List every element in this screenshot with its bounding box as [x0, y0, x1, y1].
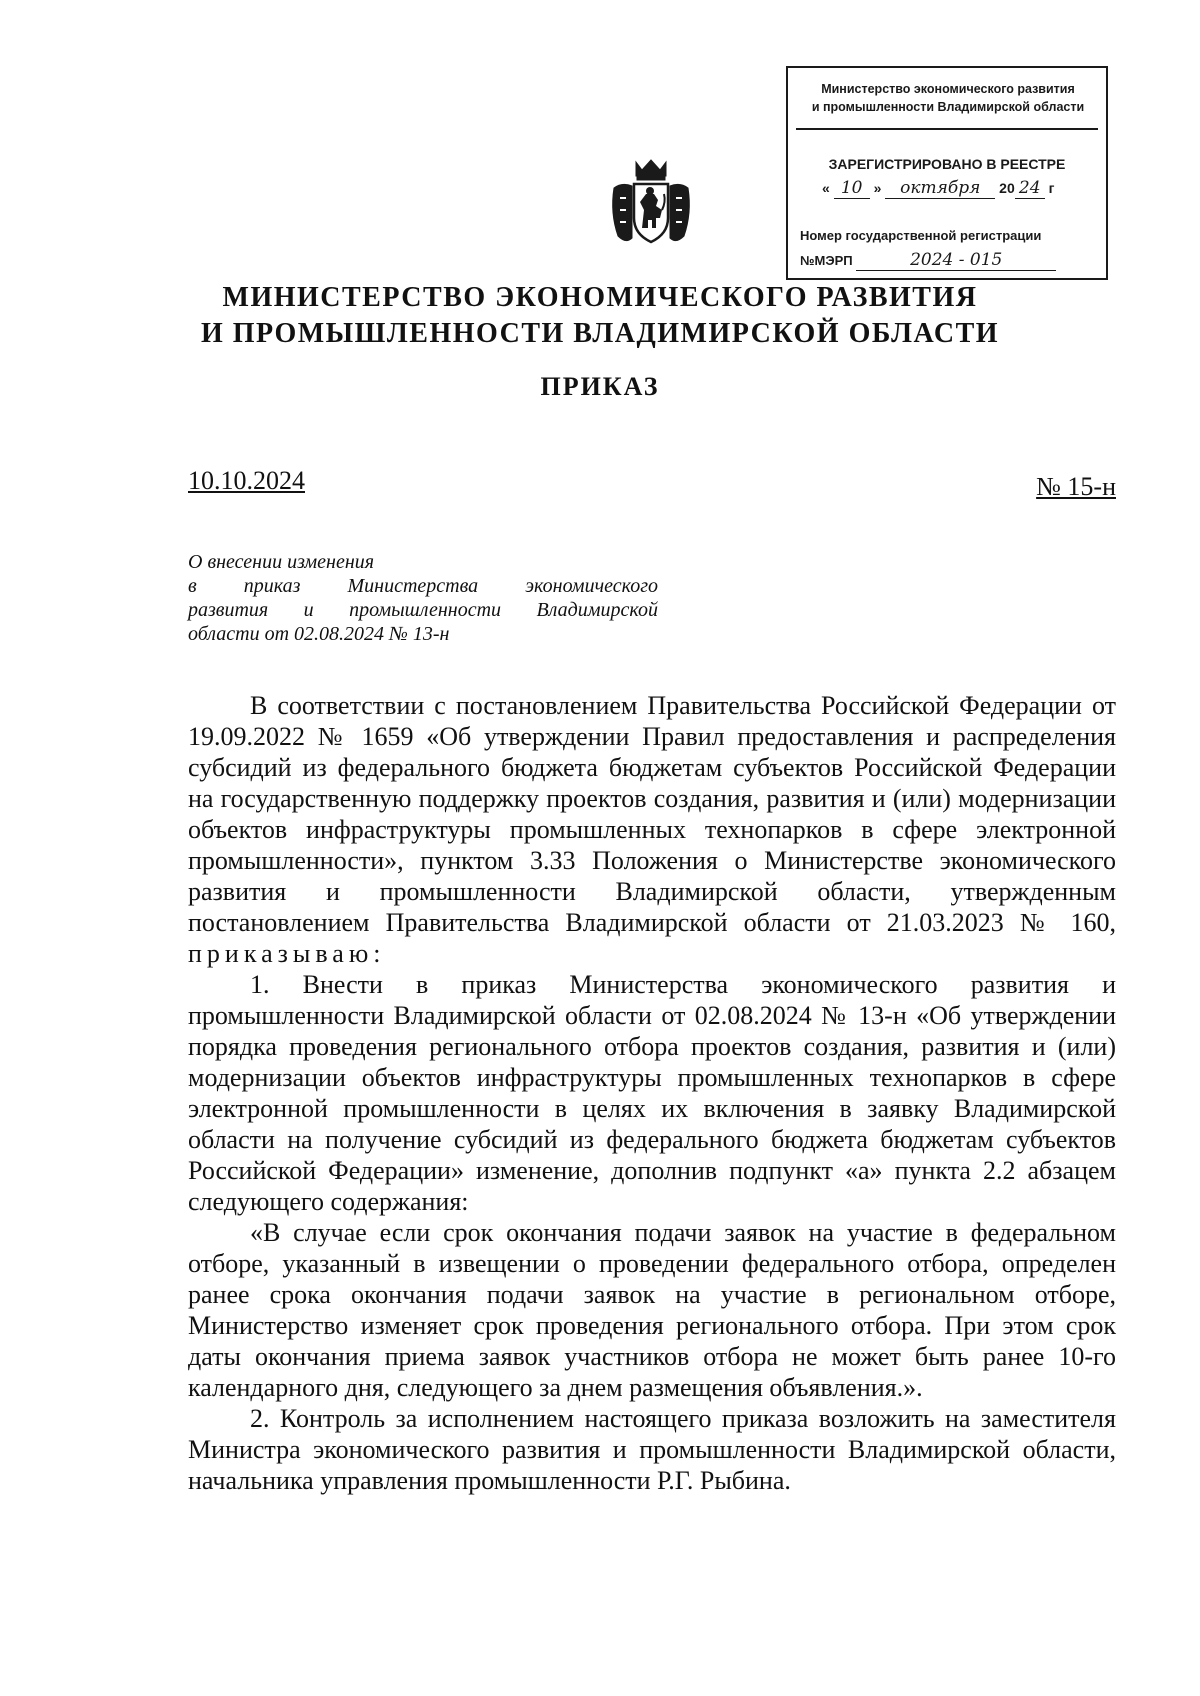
stamp-organization [796, 80, 1100, 116]
stamp-year-mark: г [1048, 180, 1055, 196]
registration-stamp [786, 66, 1108, 280]
subject-line4: области от 02.08.2024 № 13-н [188, 623, 450, 645]
stamp-open-quote: « [822, 180, 830, 196]
stamp-date-line [822, 178, 1054, 199]
order-date: 10.10.2024 [188, 466, 305, 495]
order-body [188, 690, 1116, 1496]
item-2-paragraph: 2. Контроль за исполнением настоящего приказа возложить на заместителя Министра экономического развития и промышленности Владимирской области, начальника управления промышленности Р.Г. Рыбина. [188, 1404, 1116, 1495]
stamp-day: 10 [834, 178, 870, 199]
ministry-line1: МИНИСТЕРСТВО ЭКОНОМИЧЕСКОГО РАЗВИТИЯ [222, 282, 978, 313]
stamp-month: октября [885, 178, 995, 199]
coat-of-arms-icon [606, 158, 696, 248]
stamp-number-line [800, 250, 1056, 271]
stamp-divider [796, 128, 1098, 130]
stamp-number-prefix: №МЭРП [800, 253, 853, 268]
order-word: приказываю: [188, 939, 386, 968]
order-subject [188, 550, 658, 646]
preamble-paragraph [188, 690, 1116, 969]
subject-line2: в приказ Министерства экономического [188, 575, 658, 597]
stamp-registered-label: ЗАРЕГИСТРИРОВАНО В РЕЕСТРЕ [828, 156, 1066, 172]
stamp-close-quote: » [873, 180, 882, 196]
stamp-org-line1: Министерство экономического развития [821, 82, 1075, 96]
order-number: № 15-н [1036, 472, 1116, 501]
ministry-name [140, 280, 1060, 352]
quote-paragraph: «В случае если срок окончания подачи заявок на участие в федеральном отборе, указанный в извещении о проведении федерального отбора, определен ранее срока окончания подачи заявок на участие в региональном отборе, Министерство изменяет срок проведения регионального отбора. При этом срок даты окончания приема заявок участников отбора не может быть ранее 10-го календарного дня, следующего за днем размещения объявления.». [188, 1218, 1116, 1402]
stamp-number: 2024 - 015 [856, 250, 1056, 271]
ministry-line2: И ПРОМЫШЛЕННОСТИ ВЛАДИМИРСКОЙ ОБЛАСТИ [200, 318, 1000, 349]
preamble-text: В соответствии с постановлением Правительства Российской Федерации от 19.09.2022 № 1659 «Об утверждении Правил предоставления и распределения субсидий из федерального бюджета бюджетам субъектов Российской Федерации на государственную поддержку проектов создания, развития и (или) модернизации объектов инфраструктуры промышленных технопарков в сфере электронной промышленности», пунктом 3.33 Положения о Министерстве экономического развития и промышленности Владимирской области, утвержденным постановлением Правительства Владимирской области от 21.03.2023 № 160, [188, 691, 1116, 937]
stamp-year-suffix: 24 [1015, 178, 1045, 199]
subject-line3: развития и промышленности Владимирской [188, 599, 658, 621]
document-type: ПРИКАЗ [540, 372, 660, 401]
stamp-year-prefix: 20 [999, 180, 1015, 196]
subject-line1: О внесении изменения [188, 551, 375, 573]
item-1-paragraph: 1. Внести в приказ Министерства экономического развития и промышленности Владимирской области от 02.08.2024 № 13-н «Об утверждении порядка проведения регионального отбора проектов создания, развития и (или) модернизации объектов инфраструктуры промышленных технопарков в сфере электронной промышленности в целях их включения в заявку Владимирской области на получение субсидий из федерального бюджета бюджетам субъектов Российской Федерации» изменение, дополнив подпункт «а» пункта 2.2 абзацем следующего содержания: [188, 970, 1116, 1216]
stamp-org-line2: и промышленности Владимирской области [811, 100, 1085, 114]
stamp-number-label: Номер государственной регистрации [800, 228, 1042, 243]
